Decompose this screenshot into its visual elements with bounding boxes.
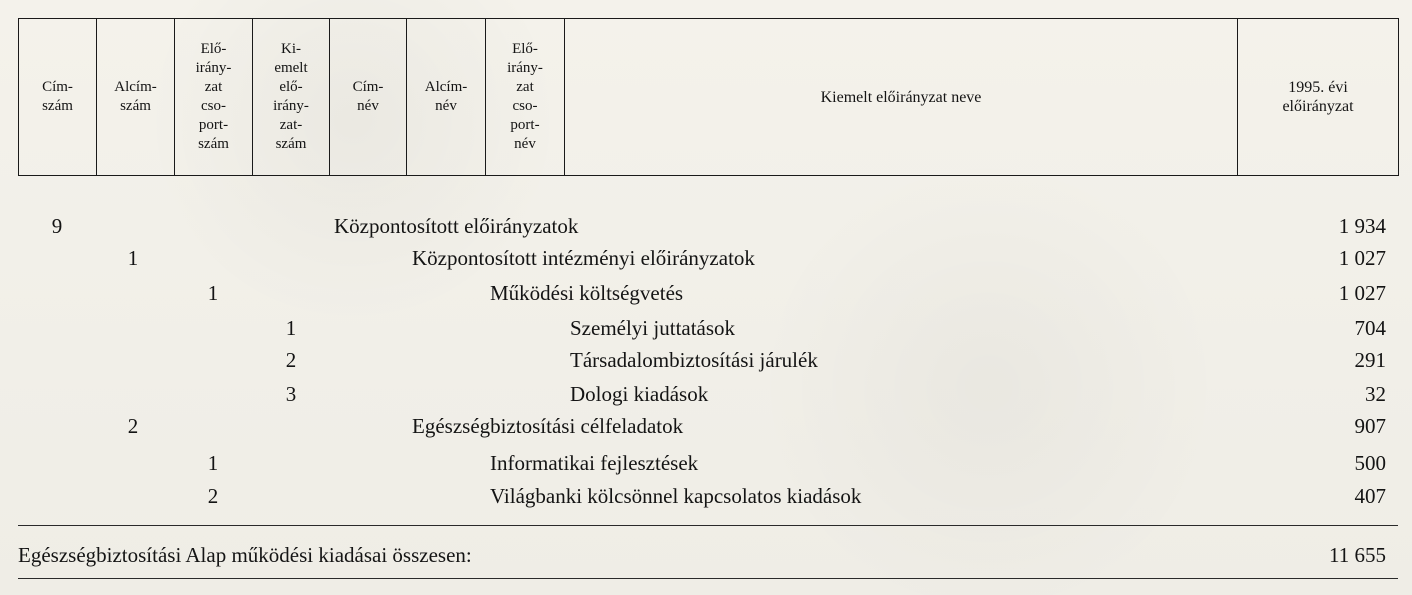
row-kiemelt-szam: 3 [285, 382, 297, 406]
row-kiemelt-szam: 2 [285, 348, 297, 372]
header-eloiranyzat-csoport-szam-label: Elő- irány- zat cso- port- szám [195, 41, 232, 152]
header-cimszam [19, 19, 97, 176]
row-name: Egészségbiztosítási célfeladatok [412, 414, 684, 438]
header-alcimnev [407, 19, 486, 176]
row-amount: 1 934 [1338, 214, 1386, 238]
row-name: Dologi kiadások [570, 382, 709, 406]
header-kiemelt-eloiranyzat-neve [565, 19, 1238, 176]
row-name: Személyi juttatások [570, 316, 736, 340]
row-amount: 500 [1354, 451, 1386, 475]
row-name: Társadalombiztosítási járulék [570, 348, 818, 372]
total-bottom-rule [18, 578, 1398, 579]
row-cimszam: 9 [51, 214, 63, 238]
table-row [18, 244, 1386, 272]
table-row [18, 279, 1386, 307]
table-row [18, 380, 1386, 408]
row-csoport-szam: 1 [207, 451, 219, 475]
row-amount: 1 027 [1338, 246, 1386, 270]
header-cimnev [330, 19, 407, 176]
row-amount: 1 027 [1338, 281, 1386, 305]
header-alcimszam [97, 19, 175, 176]
row-name: Világbanki kölcsönnel kapcsolatos kiadások [490, 484, 862, 508]
row-csoport-szam: 2 [207, 484, 219, 508]
table-row [18, 212, 1386, 240]
header-1995-evi-eloiranyzat [1238, 19, 1399, 176]
row-alcimszam: 2 [127, 414, 139, 438]
table-row [18, 482, 1386, 510]
header-alcimszam-label: Alcím- szám [114, 79, 157, 114]
row-name: Informatikai fejlesztések [490, 451, 699, 475]
row-name: Működési költségvetés [490, 281, 684, 305]
header-eloiranyzat-csoport-nev-label: Elő- irány- zat cso- port- név [507, 41, 543, 152]
total-value: 11 655 [1329, 543, 1386, 567]
header-kiemelt-eloiranyzat-szam [253, 19, 330, 176]
header-cimszam-label: Cím- szám [42, 79, 73, 114]
header-eloiranyzat-csoport-szam [175, 19, 253, 176]
table-row [18, 314, 1386, 342]
row-amount: 32 [1365, 382, 1386, 406]
row-csoport-szam: 1 [207, 281, 219, 305]
row-amount: 907 [1354, 414, 1386, 438]
row-kiemelt-szam: 1 [285, 316, 297, 340]
row-amount: 407 [1354, 484, 1386, 508]
row-name: Központosított előirányzatok [334, 214, 579, 238]
header-kiemelt-eloiranyzat-neve-label: Kiemelt előirányzat neve [820, 88, 982, 106]
total-top-rule [18, 525, 1398, 526]
row-alcimszam: 1 [127, 246, 139, 270]
column-header-table [18, 18, 1399, 176]
table-row [18, 346, 1386, 374]
header-cimnev-label: Cím- név [352, 79, 384, 114]
row-name: Központosított intézményi előirányzatok [412, 246, 755, 270]
total-label: Egészségbiztosítási Alap működési kiadásai összesen: [18, 543, 472, 567]
row-amount: 704 [1354, 316, 1386, 340]
header-kiemelt-eloiranyzat-szam-label: Ki- emelt elő- irány- zat- szám [273, 41, 309, 152]
header-alcimnev-label: Alcím- név [424, 79, 468, 114]
table-row [18, 412, 1386, 440]
row-amount: 291 [1354, 348, 1386, 372]
table-row [18, 449, 1386, 477]
header-eloiranyzat-csoport-nev [486, 19, 565, 176]
header-1995-evi-eloiranyzat-label: 1995. évi előirányzat [1282, 79, 1354, 115]
total-row [18, 540, 1386, 570]
